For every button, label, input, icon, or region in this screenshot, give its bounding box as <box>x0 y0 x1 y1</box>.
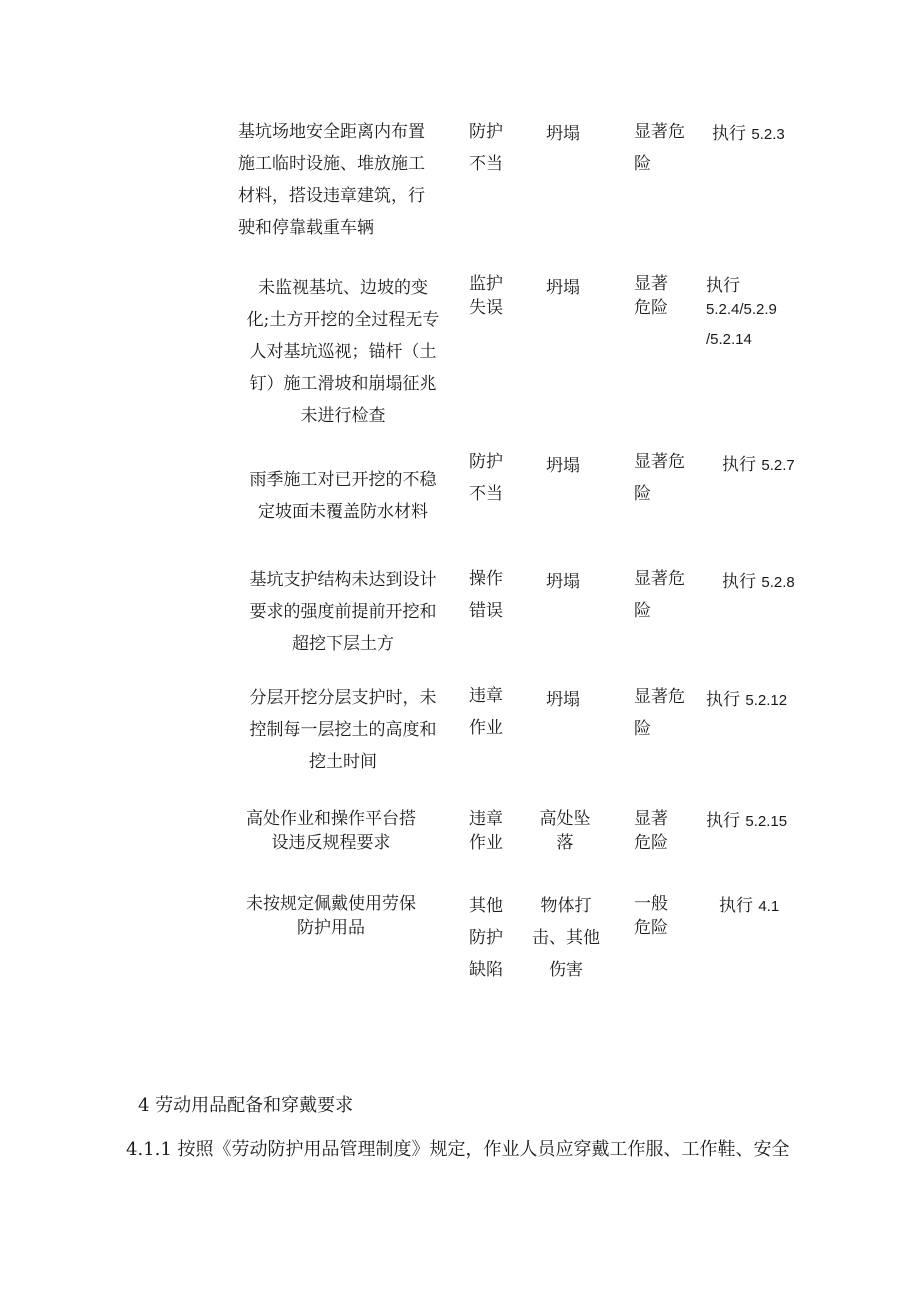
row-4-description: 基坑支护结构未达到设计 要求的强度前提前开挖和 超挖下层土方 <box>249 570 437 654</box>
row-3-measure: 执行 5.2.7 <box>722 455 795 475</box>
section-title: 劳动用品配备和穿戴要求 <box>155 1095 354 1116</box>
row-1-measure: 执行 5.2.3 <box>712 124 785 144</box>
paragraph-text: 按照《劳动防护用品管理制度》规定，作业人员应穿戴工作服、工作鞋、安全 <box>177 1139 790 1160</box>
paragraph-number: 4.1.1 <box>126 1139 172 1160</box>
row-7-level: 一般 危险 <box>634 894 668 938</box>
row-6-description: 高处作业和操作平台搭 设违反规程要求 <box>246 809 416 853</box>
row-5-cause: 违章 作业 <box>469 686 503 738</box>
row-6-cause: 违章 作业 <box>469 809 503 853</box>
paragraph-4-1-1 <box>126 1134 790 1166</box>
row-1-cause: 防护 不当 <box>469 122 503 174</box>
section-heading <box>138 1090 353 1122</box>
row-2-level: 显著 危险 <box>634 274 668 318</box>
row-6-measure: 执行 5.2.15 <box>706 811 788 831</box>
row-2-accident: 坍塌 <box>546 278 580 298</box>
row-4-accident: 坍塌 <box>546 572 580 592</box>
row-7-measure: 执行 4.1 <box>719 896 780 916</box>
row-5-description: 分层开挖分层支护时，未 控制每一层挖土的高度和 挖土时间 <box>249 688 437 772</box>
row-5-accident: 坍塌 <box>546 690 580 710</box>
row-7-accident: 物体打 击、其他 伤害 <box>532 896 600 980</box>
row-4-cause: 操作 错误 <box>469 569 503 621</box>
row-1-level: 显著危 险 <box>634 122 685 174</box>
row-3-description: 雨季施工对已开挖的不稳 定坡面未覆盖防水材料 <box>249 470 437 522</box>
row-2-measure: 执行 5.2.4/5.2.9 /5.2.14 <box>706 276 777 348</box>
row-4-measure: 执行 5.2.8 <box>722 572 795 592</box>
row-1-description: 基坑场地安全距离内布置 施工临时设施、堆放施工 材料，搭设违章建筑，行 驶和停靠载重车辆 <box>238 122 425 238</box>
section-number: 4 <box>138 1095 150 1116</box>
row-3-level: 显著危 险 <box>634 452 685 504</box>
row-5-measure: 执行 5.2.12 <box>706 690 788 710</box>
row-2-description: 未监视基坑、边坡的变 化;土方开挖的全过程无专 人对基坑巡视；锚杆（土 钉）施工滑坡和崩塌征兆 未进行检查 <box>246 278 440 426</box>
row-7-description: 未按规定佩戴使用劳保 防护用品 <box>246 894 416 938</box>
row-6-accident: 高处坠 落 <box>539 809 591 853</box>
row-5-level: 显著危 险 <box>634 687 685 739</box>
row-4-level: 显著危 险 <box>634 569 685 621</box>
row-2-cause: 监护 失误 <box>469 274 503 318</box>
row-6-level: 显著 危险 <box>634 809 668 853</box>
row-3-accident: 坍塌 <box>546 456 580 476</box>
row-7-cause: 其他 防护 缺陷 <box>469 896 503 980</box>
row-1-accident: 坍塌 <box>546 124 580 144</box>
row-3-cause: 防护 不当 <box>469 452 503 504</box>
